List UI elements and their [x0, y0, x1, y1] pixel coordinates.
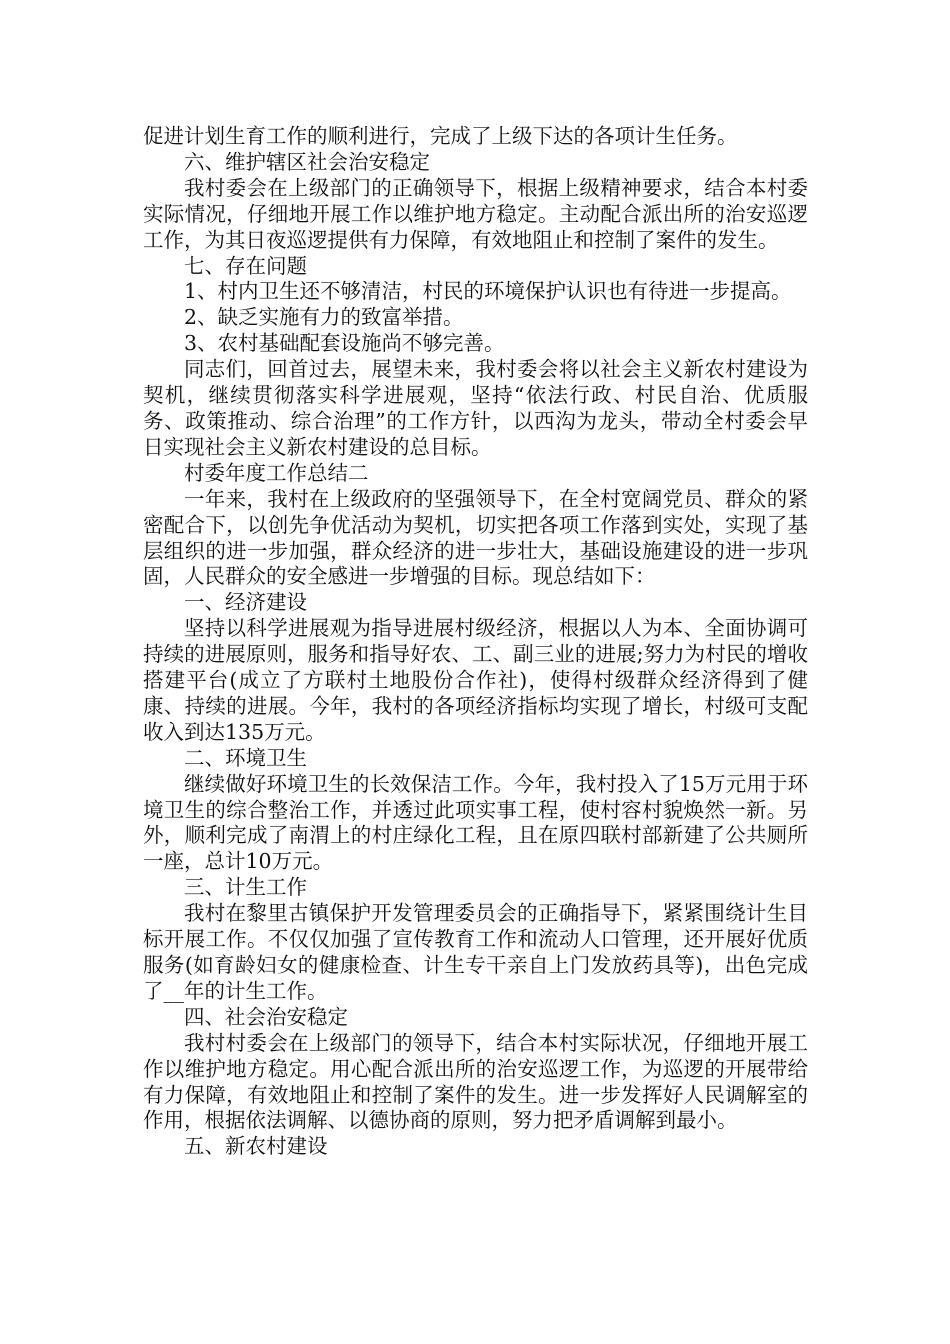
- paragraph: 3、农村基础配套设施尚不够完善。: [184, 331, 505, 356]
- paragraph: 我村委会在上级部门的正确领导下，根据上级精神要求，结合本村委实际情况，仔细地开展工作以维护地方稳定。主动配合派出所的治安巡逻工作，为其日夜巡逻提供有力保障，有效地阻止和控制了案件的发生。: [143, 175, 808, 252]
- paragraph: 七、存在问题: [184, 253, 307, 278]
- document-body: [143, 124, 808, 1160]
- paragraph: 四、社会治安稳定: [184, 1004, 348, 1029]
- paragraph: 六、维护辖区社会治安稳定: [184, 149, 430, 174]
- paragraph: 二、环境卫生: [184, 745, 307, 770]
- paragraph: 一、经济建设: [184, 590, 307, 615]
- paragraph: 五、新农村建设: [184, 1134, 328, 1159]
- paragraph: 我村村委会在上级部门的领导下，结合本村实际状况，仔细地开展工作以维护地方稳定。用心配合派出所的治安巡逻工作，为巡逻的开展带给有力保障，有效地阻止和控制了案件的发生。进一步发挥好人民调解室的作用，根据依法调解、以德协商的原则，努力把矛盾调解到最小。: [143, 1030, 808, 1133]
- paragraph: 坚持以科学进展观为指导进展村级经济，根据以人为本、全面协调可持续的进展原则，服务和指导好农、工、副三业的进展;努力为村民的增收搭建平台(成立了方联村土地股份合作社)，使得村级群众经济得到了健康、持续的进展。今年，我村的各项经济指标均实现了增长，村级可支配收入到达135万元。: [143, 616, 808, 744]
- paragraph: 一年来，我村在上级政府的坚强领导下，在全村宽阔党员、群众的紧密配合下，以创先争优活动为契机，切实把各项工作落到实处，实现了基层组织的进一步加强，群众经济的进一步壮大，基础设施建设的进一步巩固，人民群众的安全感进一步增强的目标。现总结如下：: [143, 486, 808, 589]
- paragraph: 同志们，回首过去，展望未来，我村委会将以社会主义新农村建设为契机，继续贯彻落实科学进展观，坚持“依法行政、村民自治、优质服务、政策推动、综合治理”的工作方针，以西沟为龙头，带动全村委会早日实现社会主义新农村建设的总目标。: [143, 357, 808, 459]
- paragraph: 村委年度工作总结二: [184, 460, 369, 485]
- paragraph: 1、村内卫生还不够清洁，村民的环境保护认识也有待进一步提高。: [184, 279, 792, 304]
- paragraph: 三、计生工作: [184, 875, 307, 900]
- paragraph: 我村在黎里古镇保护开发管理委员会的正确指导下，紧紧围绕计生目标开展工作。不仅仅加强了宣传教育工作和流动人口管理，还开展好优质服务(如育龄妇女的健康检查、计生专干亲自上门发放药具等)，出色完成了__年的计生工作。: [143, 901, 808, 1003]
- paragraph: 2、缺乏实施有力的致富举措。: [184, 305, 464, 330]
- paragraph: 促进计划生育工作的顺利进行，完成了上级下达的各项计生任务。: [143, 124, 738, 148]
- paragraph: 继续做好环境卫生的长效保洁工作。今年，我村投入了15万元用于环境卫生的综合整治工作，并透过此项实事工程，使村容村貌焕然一新。另外，顺利完成了南渭上的村庄绿化工程，且在原四联村部新建了公共厕所一座，总计10万元。: [143, 771, 808, 874]
